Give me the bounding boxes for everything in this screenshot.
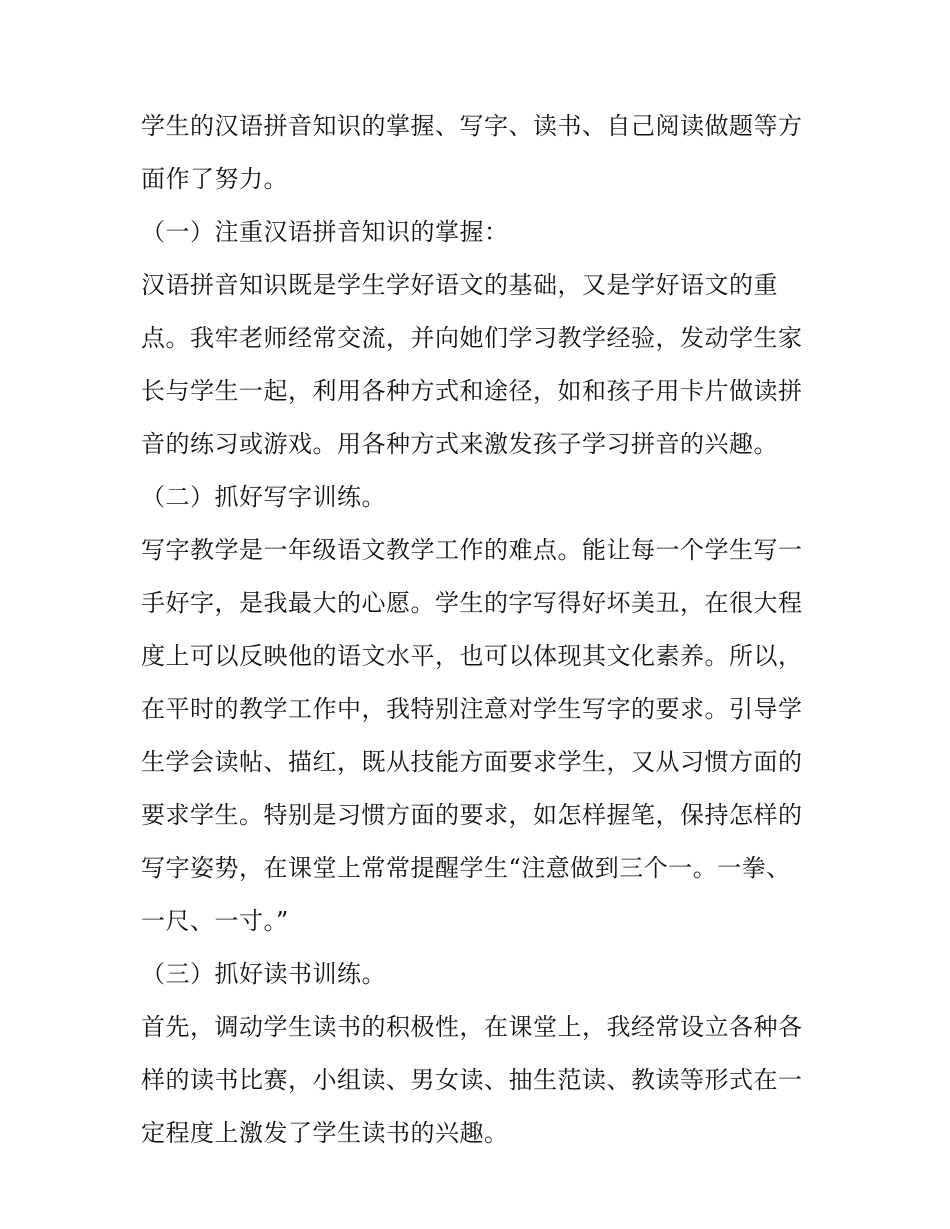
document-body — [141, 100, 821, 1160]
paragraph-line-7: 写字教学是一年级语文教学工作的难点。能让每一个学生写一 — [141, 536, 803, 564]
paragraph-line-13: 写字姿势，在课堂上常常提醒学生“注意做到三个一。一拳、 — [141, 854, 791, 882]
paragraph-line-14: 一尺、一寸。” — [141, 907, 289, 935]
paragraph-line-3: 汉语拼音知识既是学生学好语文的基础，又是学好语文的重 — [141, 271, 778, 299]
paragraph-line-12: 要求学生。特别是习惯方面的要求，如怎样握笔，保持怎样的 — [141, 801, 803, 829]
paragraph-line-8: 手好字，是我最大的心愿。学生的字写得好坏美丑，在很大程 — [141, 589, 803, 617]
section-heading-1: （一）注重汉语拼音知识的掌握： — [141, 218, 509, 246]
paragraph-line-17: 定程度上激发了学生读书的兴趣。 — [141, 1119, 509, 1147]
paragraph-line-10: 在平时的教学工作中，我特别注意对学生写字的要求。引导学 — [141, 695, 803, 723]
section-heading-2: （二）抓好写字训练。 — [141, 483, 386, 511]
paragraph-line-6: 音的练习或游戏。用各种方式来激发孩子学习拼音的兴趣。 — [141, 430, 778, 458]
paragraph-line-15: 首先，调动学生读书的积极性，在课堂上，我经常设立各种各 — [141, 1013, 803, 1041]
paragraph-line-16: 样的读书比赛，小组读、男女读、抽生范读、教读等形式在一 — [141, 1066, 803, 1094]
paragraph-line-2: 面作了努力。 — [141, 165, 288, 193]
paragraph-line-5: 长与学生一起，利用各种方式和途径，如和孩子用卡片做读拼 — [141, 377, 803, 405]
paragraph-line-9: 度上可以反映他的语文水平，也可以体现其文化素养。所以， — [141, 642, 803, 670]
paragraph-line-11: 生学会读帖、描红，既从技能方面要求学生，又从习惯方面的 — [141, 748, 803, 776]
paragraph-line-4: 点。我牢老师经常交流，并向她们学习教学经验，发动学生家 — [141, 324, 803, 352]
section-heading-3: （三）抓好读书训练。 — [141, 960, 386, 988]
paragraph-line-1: 学生的汉语拼音知识的掌握、写字、读书、自己阅读做题等方 — [141, 112, 803, 140]
